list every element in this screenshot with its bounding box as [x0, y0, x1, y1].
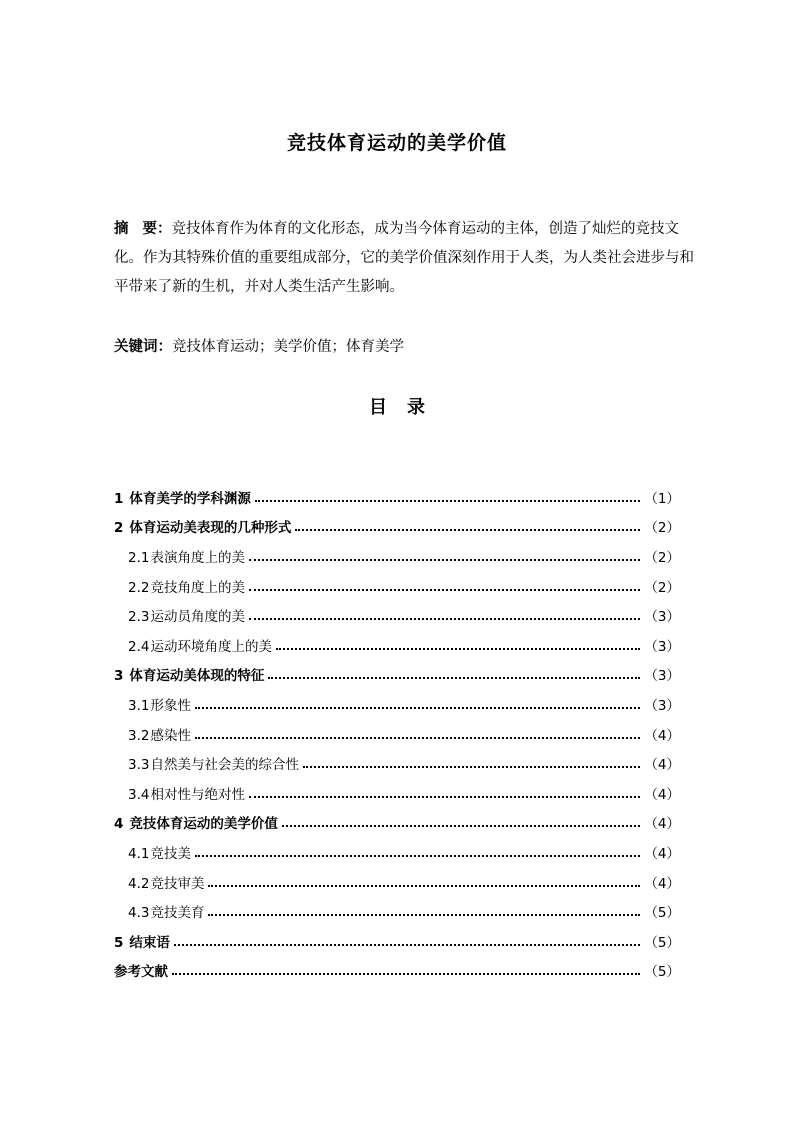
toc-entry-text: 运动环境角度上的美 — [150, 638, 272, 655]
toc-entry-number: 4 — [114, 816, 124, 833]
toc-entry-title — [128, 635, 272, 655]
keywords-line — [114, 335, 694, 359]
toc-page-number: （5） — [644, 964, 680, 981]
toc-dot-leader — [303, 766, 640, 768]
toc-dot-leader — [249, 559, 640, 561]
toc-page-number: （4） — [644, 757, 680, 774]
toc-dot-leader — [195, 707, 640, 709]
toc-entry[interactable] — [114, 482, 680, 512]
toc-entry-text: 自然美与社会美的综合性 — [150, 757, 299, 774]
toc-page-number: （3） — [644, 697, 680, 714]
toc-entry[interactable] — [114, 512, 680, 542]
toc-entry-text: 参考文献 — [114, 964, 168, 981]
toc-entry-text: 表演角度上的美 — [150, 549, 245, 566]
abstract-label-first: 摘 — [114, 221, 129, 237]
toc-entry-text: 竞技体育运动的美学价值 — [129, 816, 278, 833]
toc-entry-number: 3.2 — [128, 727, 150, 744]
abstract-label-second: 要： — [142, 221, 172, 237]
toc-page-number: （5） — [644, 905, 680, 922]
toc-entry-title — [114, 931, 170, 951]
toc-entry-title — [114, 516, 291, 536]
toc-entry-text: 体育运动美体现的特征 — [129, 668, 265, 685]
keywords-text: 竞技体育运动；美学价值；体育美学 — [172, 339, 404, 355]
toc-dot-leader — [195, 737, 640, 739]
toc-entry[interactable] — [114, 748, 680, 778]
toc-heading-second: 录 — [407, 397, 425, 418]
toc-entry-title — [114, 487, 251, 507]
toc-page-number: （3） — [644, 609, 680, 626]
toc-dot-leader — [276, 648, 640, 650]
toc-entry[interactable] — [114, 660, 680, 690]
toc-entry-text: 竞技审美 — [150, 875, 205, 892]
toc-entry-title — [128, 724, 191, 744]
toc-entry-title — [114, 812, 278, 832]
toc-entry-number: 4.1 — [128, 845, 150, 862]
toc-entry-number: 3 — [114, 668, 124, 685]
toc-page-number: （3） — [644, 638, 680, 655]
toc-page-number: （2） — [644, 549, 680, 566]
abstract-text: 竞技体育作为体育的文化形态，成为当今体育运动的主体，创造了灿烂的竞技文化。作为其特殊价值的重要组成部分，它的美学价值深刻作用于人类，为人类社会进步与和平带来了新的生机，并对人类生活产生影响。 — [114, 221, 694, 295]
toc-page-number: （4） — [644, 786, 680, 803]
toc-entry-number: 2.2 — [128, 579, 150, 596]
toc-entry-title — [128, 605, 245, 625]
abstract-label — [114, 221, 172, 237]
toc-entry[interactable] — [114, 926, 680, 956]
toc-entry[interactable] — [114, 837, 680, 867]
toc-entry[interactable] — [114, 867, 680, 897]
toc-dot-leader — [282, 825, 641, 827]
toc-entry-number: 2 — [114, 520, 124, 537]
toc-dot-leader — [249, 618, 640, 620]
toc-entry-text: 体育运动美表现的几种形式 — [129, 520, 292, 537]
toc-page-number: （3） — [644, 668, 680, 685]
toc-entry[interactable] — [114, 630, 680, 660]
toc-entry-title — [114, 664, 264, 684]
toc-entry-number: 3.3 — [128, 757, 150, 774]
keywords-label: 关键词： — [114, 339, 172, 355]
toc-entry-number: 2.3 — [128, 609, 150, 626]
toc-entry-title — [128, 694, 191, 714]
toc-entry[interactable] — [114, 956, 680, 986]
toc-entry-title — [128, 783, 245, 803]
toc-entry[interactable] — [114, 541, 680, 571]
toc-page-number: （4） — [644, 727, 680, 744]
toc-entry[interactable] — [114, 808, 680, 838]
toc-entry-title — [128, 576, 245, 596]
toc-entry-text: 体育美学的学科渊源 — [129, 490, 251, 507]
toc-entry-title — [128, 546, 245, 566]
toc-page-number: （2） — [644, 579, 680, 596]
toc-entry-text: 竞技美育 — [150, 905, 205, 922]
toc-heading-first: 目 — [369, 397, 387, 418]
toc-entry-number: 4.2 — [128, 875, 150, 892]
toc-entry[interactable] — [114, 571, 680, 601]
toc-entry-title — [128, 842, 191, 862]
toc-entry-text: 感染性 — [150, 727, 191, 744]
toc-entry-text: 形象性 — [150, 697, 191, 714]
toc-heading — [0, 393, 794, 419]
toc-dot-leader — [249, 589, 640, 591]
abstract-paragraph — [114, 215, 694, 302]
toc-entry-title — [128, 753, 299, 773]
toc-entry-number: 5 — [114, 934, 124, 951]
toc-dot-leader — [208, 885, 640, 887]
toc-entry-number: 4.3 — [128, 905, 150, 922]
toc-entry-number: 3.4 — [128, 786, 150, 803]
toc-dot-leader — [174, 944, 641, 946]
toc-entry-number: 2.1 — [128, 549, 150, 566]
toc-page-number: （2） — [644, 520, 680, 537]
toc-dot-leader — [172, 973, 640, 975]
toc-dot-leader — [255, 500, 641, 502]
toc-dot-leader — [268, 677, 640, 679]
document-title: 竞技体育运动的美学价值 — [286, 132, 507, 154]
toc-dot-leader — [208, 914, 640, 916]
toc-entry[interactable] — [114, 689, 680, 719]
toc-entry[interactable] — [114, 719, 680, 749]
toc-entry[interactable] — [114, 896, 680, 926]
toc-entry-text: 竞技美 — [150, 845, 191, 862]
toc-entry-number: 3.1 — [128, 697, 150, 714]
toc-dot-leader — [249, 796, 640, 798]
toc-entry-text: 相对性与绝对性 — [150, 786, 245, 803]
toc-dot-leader — [295, 529, 640, 531]
toc-entry[interactable] — [114, 778, 680, 808]
table-of-contents — [114, 482, 680, 985]
toc-entry-text: 结束语 — [129, 934, 170, 951]
toc-entry[interactable] — [114, 600, 680, 630]
toc-dot-leader — [195, 855, 640, 857]
toc-entry-text: 运动员角度的美 — [150, 609, 245, 626]
toc-entry-number: 2.4 — [128, 638, 150, 655]
toc-entry-text: 竞技角度上的美 — [150, 579, 245, 596]
toc-page-number: （4） — [644, 816, 680, 833]
toc-page-number: （5） — [644, 934, 680, 951]
toc-page-number: （4） — [644, 875, 680, 892]
toc-entry-title — [128, 901, 204, 921]
toc-page-number: （4） — [644, 845, 680, 862]
toc-entry-title — [128, 872, 204, 892]
toc-entry-title — [114, 960, 168, 980]
toc-entry-number: 1 — [114, 490, 124, 507]
toc-page-number: （1） — [644, 490, 680, 507]
